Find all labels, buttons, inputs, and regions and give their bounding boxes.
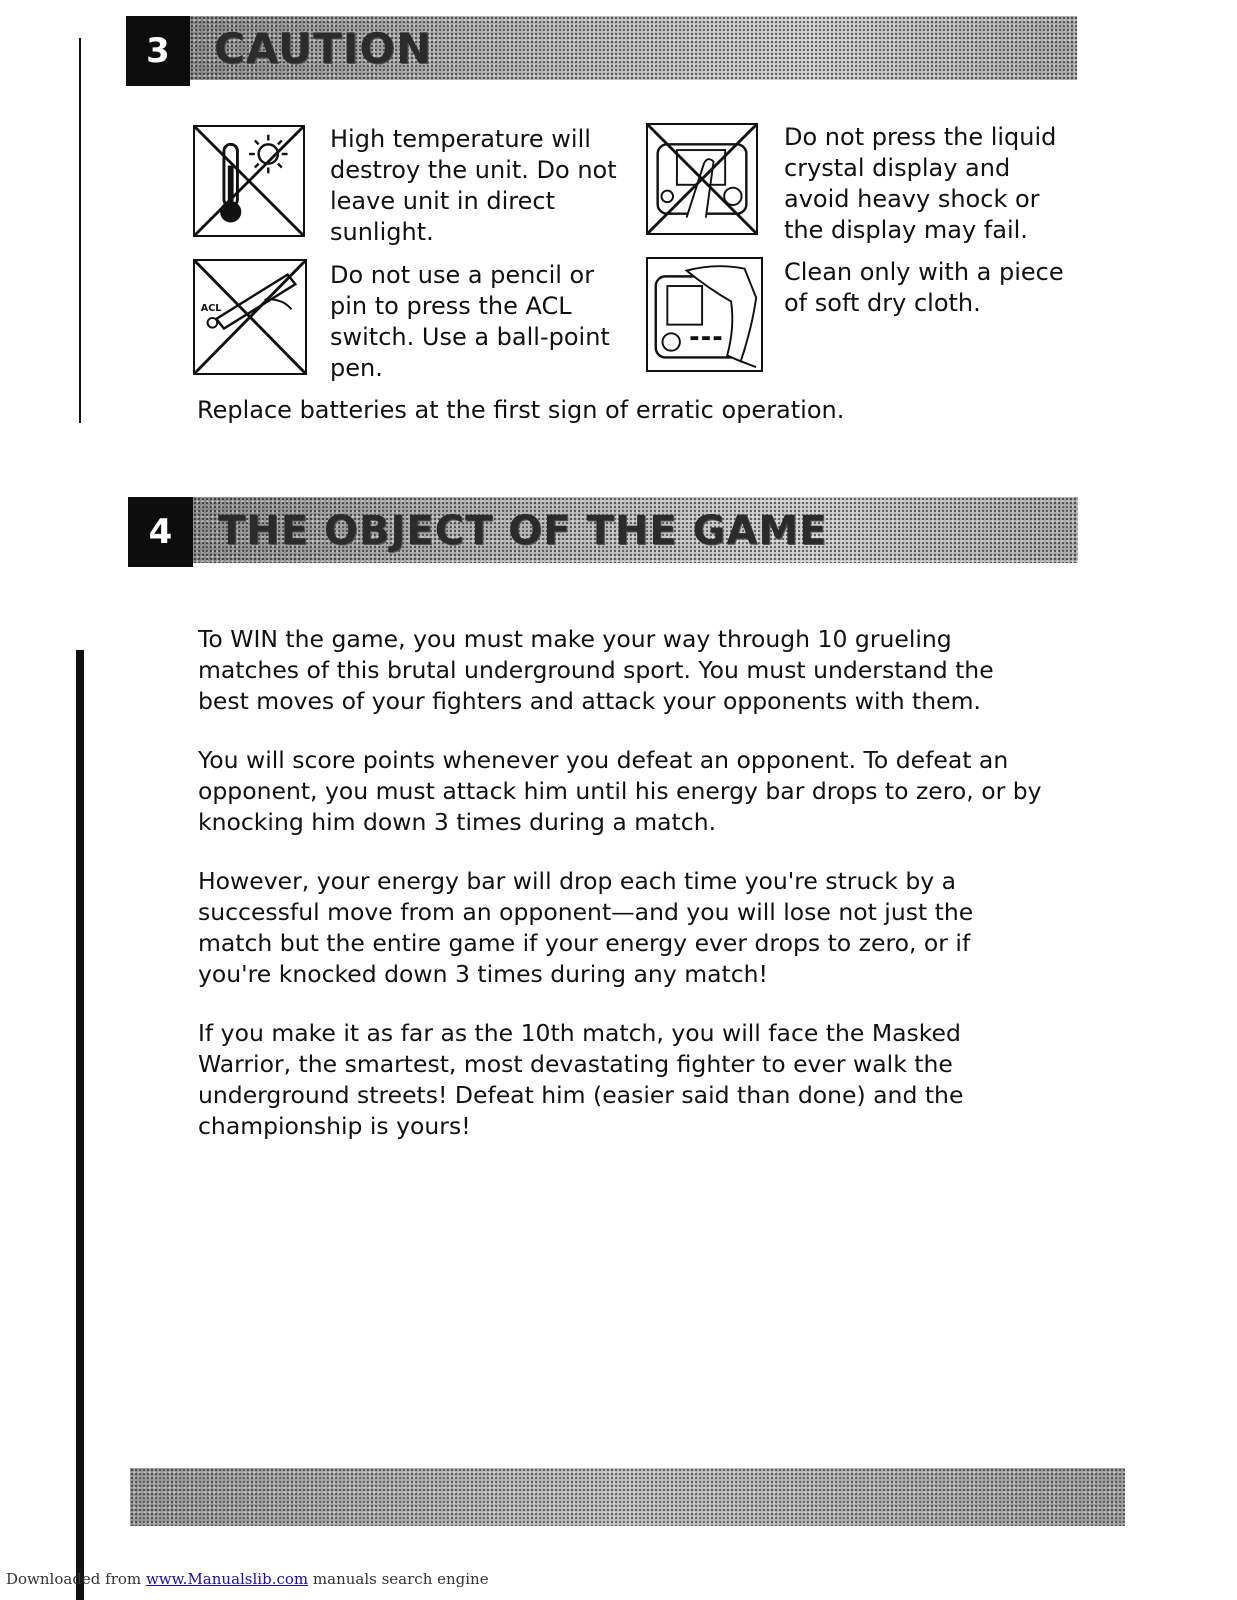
paragraph-win: To WIN the game, you must make your way through 10 grueling matches of this brutal underground sport. You must understand the best moves of your fighters and attack your opponents with them. [198,625,994,715]
manualslib-link[interactable]: www.Manualslib.com [145,1570,309,1588]
acl-label: ACL [200,303,222,315]
section-number-4: 4 [128,497,193,567]
caution-text-cloth: Clean only with a piece of soft dry cloth. [784,258,1064,317]
no-press-display-icon [646,123,758,235]
caution-text-pencil: Do not use a pencil or pin to press the ACL switch. Use a ball-point pen. [330,261,610,382]
no-pencil-icon [193,259,307,375]
caution-text-heat: High temperature will destroy the unit. Do not leave unit in direct sunlight. [330,125,617,246]
footer-suffix: manuals search engine [312,1570,489,1588]
paragraph-energy: However, your energy bar will drop each time you're struck by a successful move from an opponent—and you will lose not just the match but the entire game if your energy ever drops to zero, or if you're knocked down 3 times during any match! [198,867,974,988]
object-body [198,624,1083,1142]
soft-cloth-icon [646,257,763,372]
binding-edge-bar [76,650,84,1600]
section-number-3: 3 [126,16,190,86]
paragraph-masked-warrior: If you make it as far as the 10th match, you will face the Masked Warrior, the smartest, most devastating fighter to ever walk the underground streets! Defeat him (easier said than done) and the championship is yours! [198,1019,964,1140]
caution-title: CAUTION [214,24,433,73]
object-title: THE OBJECT OF THE GAME [218,508,828,554]
battery-note: Replace batteries at the first sign of erratic operation. [197,396,845,424]
footer-note [6,1570,489,1588]
footer-bar [130,1468,1125,1526]
binding-edge-line [79,38,81,423]
no-heat-icon [193,125,305,237]
paragraph-score: You will score points whenever you defeat an opponent. To defeat an opponent, you must attack him until his energy bar drops to zero, or by knocking him down 3 times during a match. [198,746,1042,836]
footer-prefix: Downloaded from [6,1570,142,1588]
caution-text-display: Do not press the liquid crystal display and avoid heavy shock or the display may fail. [784,123,1057,244]
